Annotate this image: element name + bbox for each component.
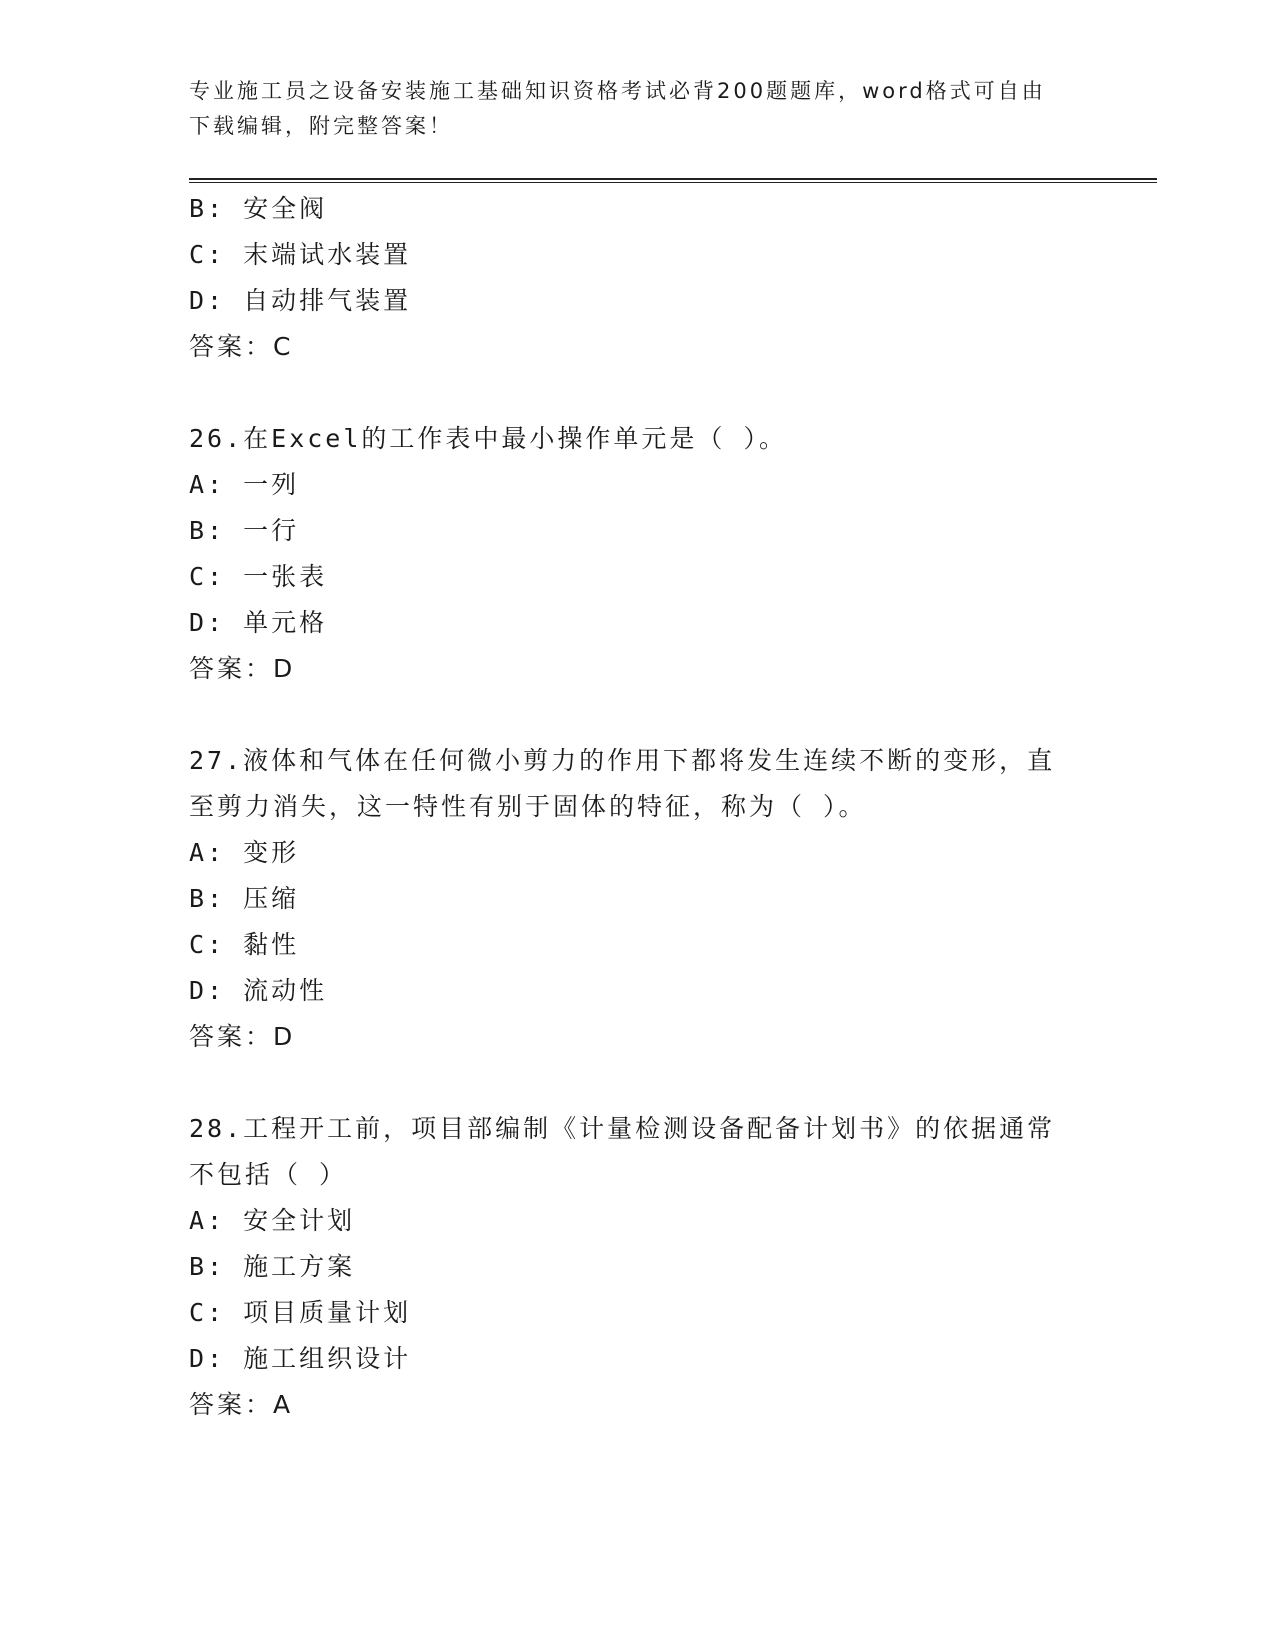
answer: 答案：D (189, 1022, 296, 1051)
answer: 答案：C (189, 332, 294, 361)
question-stem: 27.液体和气体在任何微小剪力的作用下都将发生连续不断的变形，直至剪力消失，这一特性有别于固体的特征，称为（ ）。 (189, 746, 1056, 821)
spacer (189, 692, 1089, 738)
question-25-continued (189, 186, 1089, 370)
question-stem: 26.在Excel的工作表中最小操作单元是（ ）。 (189, 424, 787, 453)
spacer (189, 370, 1089, 416)
option-b: B: 施工方案 (189, 1252, 356, 1281)
question-stem: 28.工程开工前，项目部编制《计量检测设备配备计划书》的依据通常不包括（ ） (189, 1114, 1056, 1189)
answer: 答案：A (189, 1390, 294, 1419)
question-27 (189, 738, 1089, 1060)
answer: 答案：D (189, 654, 296, 683)
option-c: C: 一张表 (189, 562, 328, 591)
option-b: B: 安全阀 (189, 194, 328, 223)
option-d: D: 流动性 (189, 976, 328, 1005)
option-a: A: 变形 (189, 838, 300, 867)
option-d: D: 自动排气装置 (189, 286, 412, 315)
option-a: A: 安全计划 (189, 1206, 356, 1235)
option-a: A: 一列 (189, 470, 300, 499)
option-b: B: 压缩 (189, 884, 300, 913)
option-d: D: 施工组织设计 (189, 1344, 412, 1373)
question-26 (189, 416, 1089, 692)
spacer (189, 1060, 1089, 1106)
question-28 (189, 1106, 1089, 1428)
document-header: 专业施工员之设备安装施工基础知识资格考试必背200题题库，word格式可自由下载编辑，附完整答案！ (189, 79, 1046, 138)
option-c: C: 末端试水装置 (189, 240, 412, 269)
option-d: D: 单元格 (189, 608, 328, 637)
question-list (189, 186, 1089, 1428)
header-divider (189, 178, 1157, 183)
option-c: C: 黏性 (189, 930, 300, 959)
option-b: B: 一行 (189, 516, 300, 545)
option-c: C: 项目质量计划 (189, 1298, 412, 1327)
